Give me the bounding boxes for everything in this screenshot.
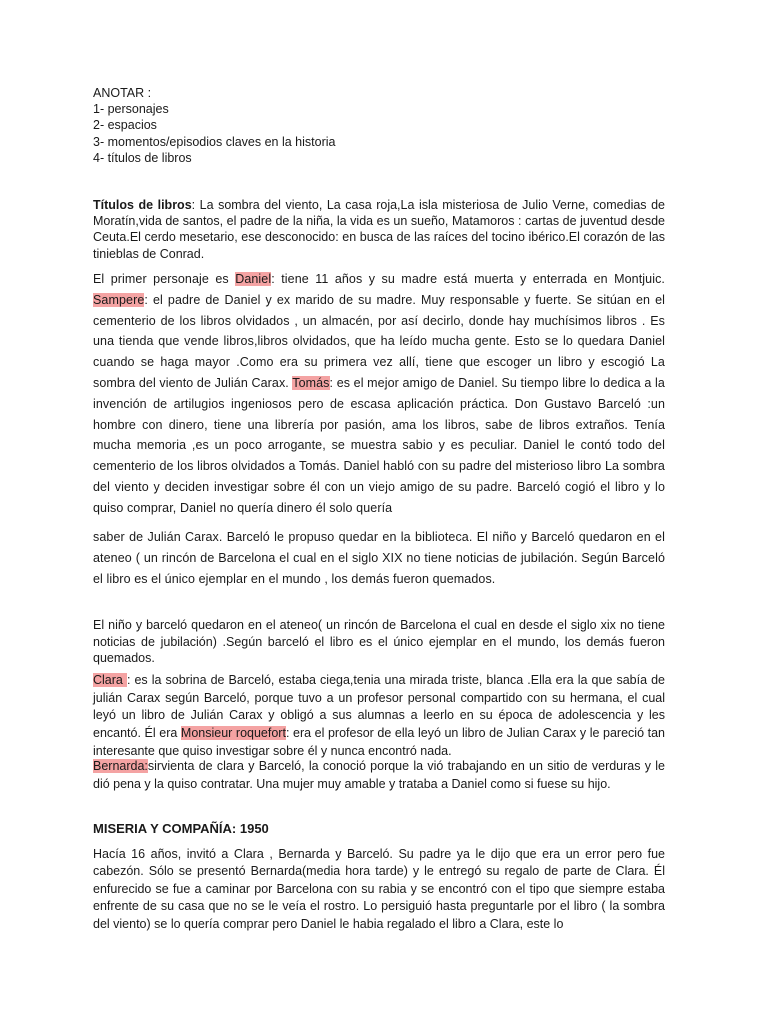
- anotar-item: 4- títulos de libros: [93, 150, 192, 165]
- miseria-paragraph: [93, 846, 665, 933]
- clara-text-2: : era el profesor de ella leyó un libro de Julian Carax y le pareció tan interesante que quiso investigar sobre él y nunca encontró nada.: [93, 726, 665, 758]
- anotar-list: [93, 85, 335, 166]
- titulos-label: Títulos de libros: [93, 198, 192, 212]
- highlight-clara: Clara: [93, 673, 127, 687]
- titulos-paragraph: [93, 197, 665, 262]
- clara-paragraph: [93, 672, 665, 761]
- ateneo-text-1: saber de Julián Carax. Barceló le propuso quedar en la biblioteca. El niño y Barceló quedaron en el ateneo ( un rincón de Barcelona el cual en el siglo XIX no tiene noticias de jubilación. Según Barceló el libro es el único ejemplar en el mundo , los demás fueron quemados.: [93, 530, 665, 586]
- sampere-text: : el padre de Daniel y ex marido de su madre. Muy responsable y fuerte. Se sitúan en el cementerio de los libros olvidados , un almacén, por así decirlo, donde hay muchísimos libros . Es una tienda que vende libros,libros olvidados, que ha leído mucha gente. Esto se lo quedara Daniel cuando se haga mayor .Como era su primera vez allí, tiene que escoger un libro y escogió La sombra del viento de Julián Carax.: [93, 292, 665, 390]
- highlight-bernarda: Bernarda:: [93, 759, 148, 773]
- daniel-text: : tiene 11 años y su madre está muerta y enterrada en Montjuic.: [271, 272, 666, 286]
- highlight-monsieur-roquefort: Monsieur roquefort: [180, 726, 286, 741]
- highlight-tomas: Tomás: [292, 375, 330, 390]
- miseria-text: Hacía 16 años, invitó a Clara , Bernarda y Barceló. Su padre ya le dijo que era un error pero fue cabezón. Sólo se presentó Bernarda(media hora tarde) y le entregó su regalo de parte de Clara. Él enfurecido se fue a caminar por Barcelona con su rabia y se encontró con el tipo que siempre estaba enfrente de su casa que no se le veía el rostro. Lo persiguió hasta preguntarle por el libro ( la sombra del viento) se lo quería comprar pero Daniel le habia regalado el libro a Clara, este lo: [93, 847, 665, 931]
- miseria-heading: MISERIA Y COMPAÑÍA: 1950: [93, 821, 269, 836]
- ateneo-text-2: El niño y barceló quedaron en el ateneo( un rincón de Barcelona el cual en desde el siglo xix no tiene noticias de jubilación) .Según barceló el libro es el único ejemplar en el mundo, los demás fueron quemados.: [93, 618, 665, 666]
- highlight-daniel: Daniel: [235, 272, 272, 286]
- ateneo-paragraph-2: [93, 617, 665, 667]
- ateneo-paragraph-1: [93, 527, 665, 589]
- anotar-item: 2- espacios: [93, 118, 157, 133]
- tomas-text: : es el mejor amigo de Daniel. Su tiempo libre lo dedica a la invención de artilugios ingeniosos pero de escasa aplicación práctica. Don Gustavo Barceló :un hombre con dinero, tiene una librería por pasión, ama los libros, sabe de libros extraños. Tenía mucha memoria ,es un poco arrogante, se muestra sabio y es peculiar. Daniel le contó todo del cementerio de los libros olvidados a Tomás. Daniel habló con su padre del misterioso libro La sombra del viento y deciden investigar sobre él con un viejo amigo de su padre. Barceló cogió el libro y lo quiso comprar, Daniel no quería dinero él solo quería: [93, 375, 665, 515]
- anotar-item: 3- momentos/episodios claves en la historia: [93, 134, 336, 149]
- bernarda-paragraph: [93, 758, 665, 793]
- highlight-sampere: Sampere: [93, 292, 145, 307]
- section-heading: [93, 821, 665, 836]
- personajes-paragraph: [93, 269, 665, 519]
- titulos-text: : La sombra del viento, La casa roja,La isla misteriosa de Julio Verne, comedias de Moratín,vida de santos, el padre de la niña, la vida es un sueño, Matamoros : cartas de juventud desde Ceuta.El cerdo mesetario, ese desconocido: en busca de las raíces del tocino ibérico.El corazón de las tinieblas de Conrad.: [93, 198, 665, 261]
- personajes-intro: El primer personaje es: [93, 272, 236, 286]
- anotar-title: ANOTAR :: [93, 86, 152, 100]
- anotar-item: 1- personajes: [93, 102, 169, 117]
- bernarda-text: sirvienta de clara y Barceló, la conoció porque la vió trabajando en un sitio de verduras y le dió pena y la quiso contratar. Una mujer muy amable y trataba a Daniel como si fuese su hijo.: [93, 759, 665, 791]
- clara-text-1: : es la sobrina de Barceló, estaba ciega,tenia una mirada triste, blanca .Ella era la que sabía de julián Carax según Barceló, porque tuvo a un profesor personal compartido con su hermana, el cual leyó un libro de Julián Carax y obligó a sus alumnas a leerlo en su época de adolescencia y les encantó. Él era: [93, 673, 665, 741]
